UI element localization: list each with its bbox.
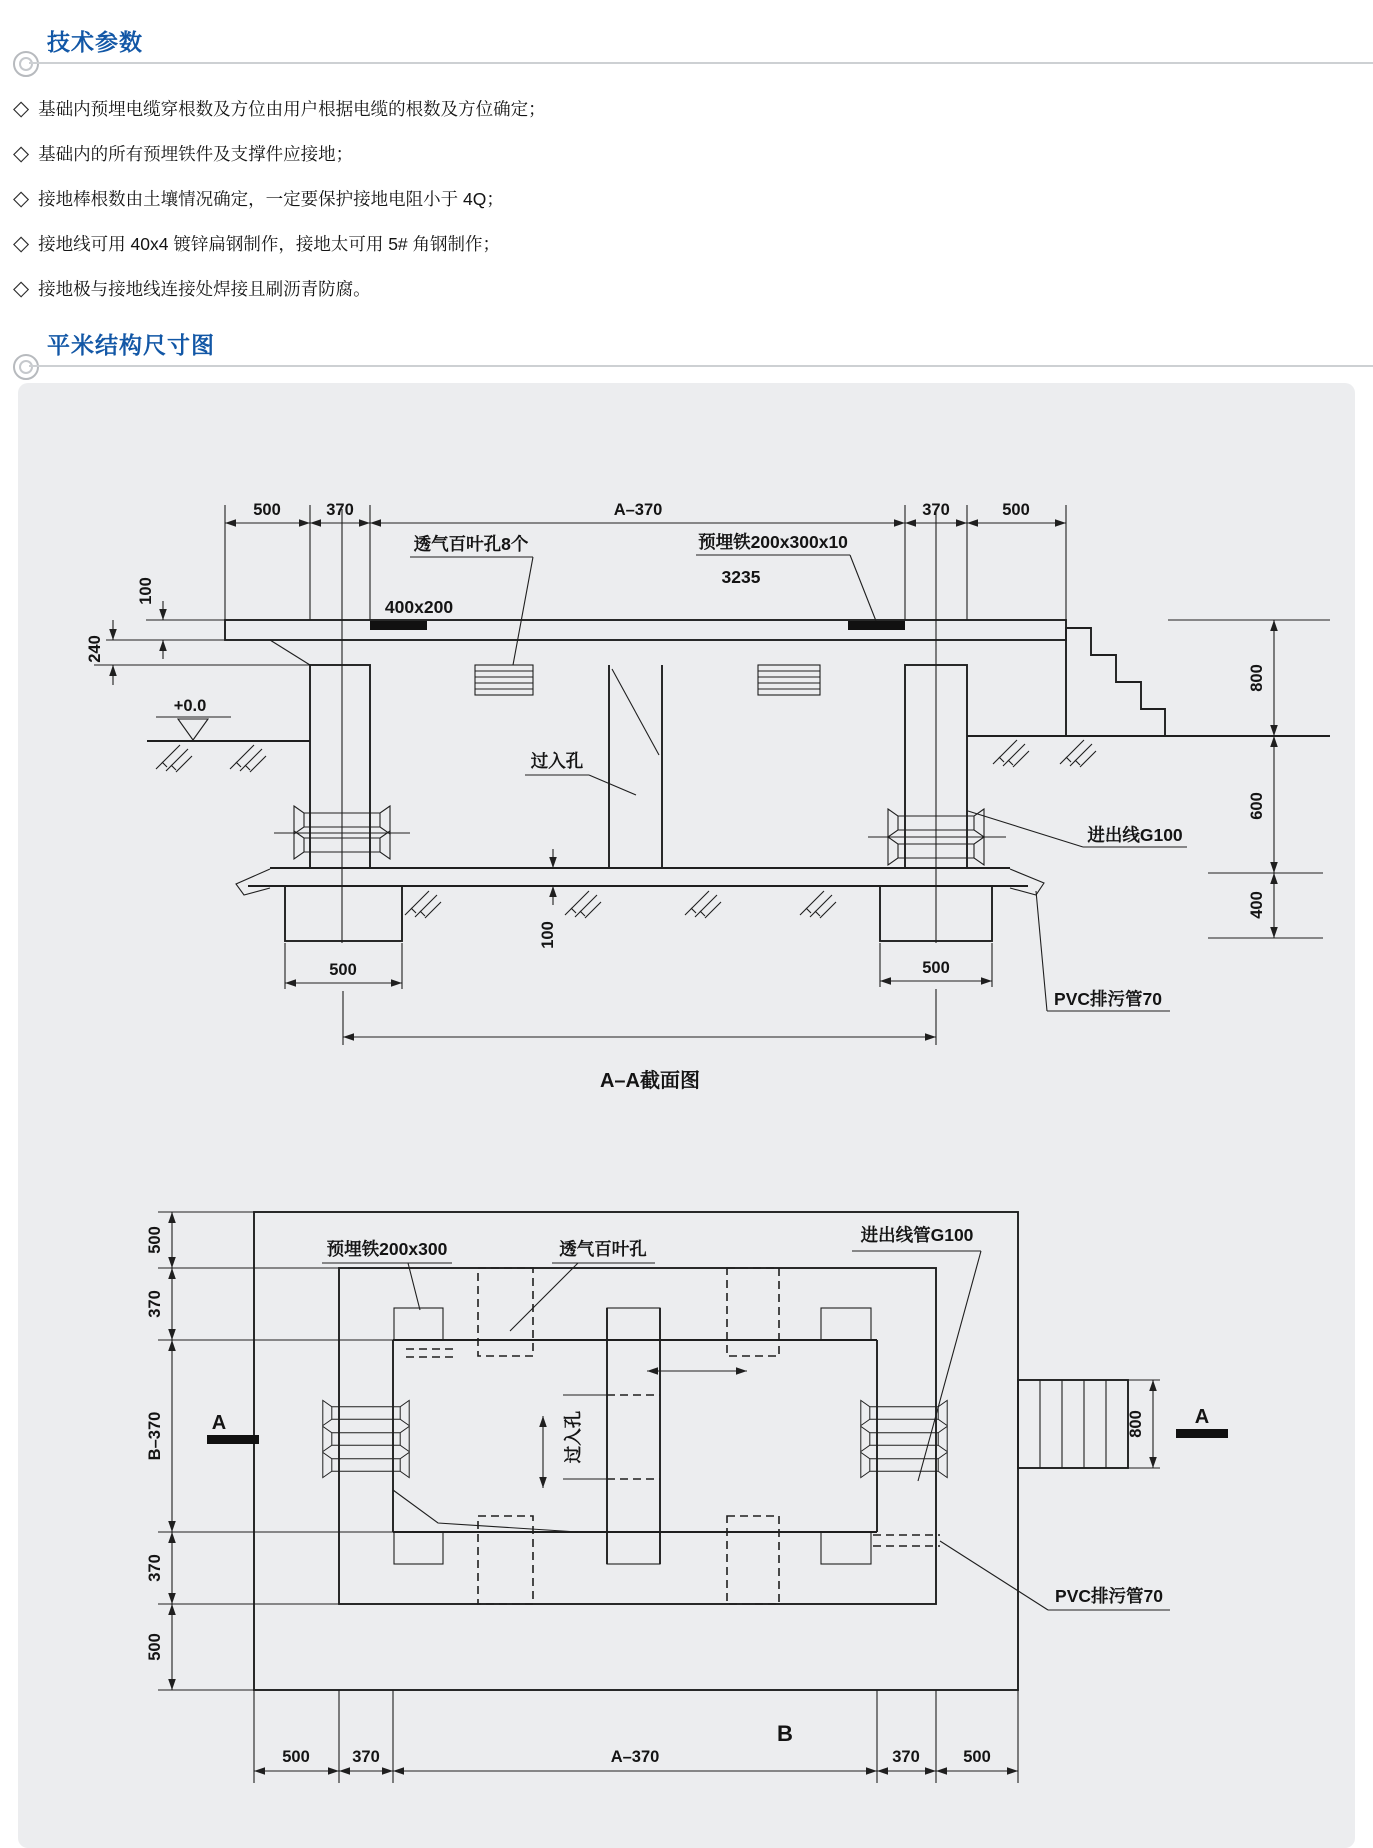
manhole-label: 过入孔 [563, 1410, 583, 1464]
dim-label: 370 [892, 1748, 920, 1766]
vent-label: 透气百叶孔8个 [413, 534, 529, 554]
embed-plate [394, 1308, 871, 1564]
diamond-bullet-icon: ◇ [13, 277, 30, 300]
dim-label: A–370 [613, 501, 663, 519]
plan-view-drawing [146, 1212, 1228, 1783]
conduit-label: 进出线G100 [1087, 825, 1183, 845]
diamond-bullet-icon: ◇ [13, 232, 30, 255]
dim-label: 100 [539, 921, 557, 949]
brick-steps [1066, 628, 1165, 736]
left-footing [285, 886, 402, 941]
dim-label: 370 [352, 1748, 380, 1766]
list-item [13, 231, 1373, 256]
plan-vault-inner [393, 1340, 877, 1532]
bullet-text: 基础内的所有预埋铁件及支撑件应接地； [38, 144, 354, 164]
section-view-drawing [86, 501, 1330, 1092]
embed-number-label: 3235 [721, 567, 761, 587]
plan-outer-slab [254, 1212, 1018, 1690]
section-ornament-icon [13, 51, 39, 77]
dim-label: 370 [146, 1554, 164, 1582]
structure-title: 平米结构尺寸图 [47, 332, 215, 358]
dim-label: 600 [1248, 792, 1266, 820]
list-item [13, 186, 1373, 211]
plan-vault-outer [339, 1268, 936, 1604]
level-label: +0.0 [173, 697, 207, 715]
structure-header [0, 321, 1373, 373]
embed-label: 预埋铁200x300 [326, 1239, 448, 1259]
header-divider [29, 62, 1373, 64]
section-cut-marker [207, 1435, 259, 1444]
bullet-text: 基础内预埋电缆穿根数及方位由用户根据电缆的根数及方位确定； [38, 99, 546, 119]
plan-center-wall [607, 1308, 660, 1564]
dim-label: 500 [146, 1226, 164, 1254]
embed-label: 预埋铁200x300x10 [698, 532, 848, 552]
dim-label: 500 [146, 1633, 164, 1661]
embed-plate [848, 621, 905, 630]
dim-label: 500 [329, 961, 357, 979]
dim-label: 370 [326, 501, 354, 519]
diamond-bullet-icon: ◇ [13, 97, 30, 120]
dim-label: 500 [253, 501, 281, 519]
dim-label: A–370 [610, 1748, 660, 1766]
dim-label: 100 [137, 577, 155, 605]
pvc-label: PVC排污管70 [1055, 1586, 1163, 1606]
list-item [13, 141, 1373, 166]
tech-params-header [0, 18, 1373, 70]
dim-label: 400 [1248, 891, 1266, 919]
section-ornament-icon [13, 354, 39, 380]
plan-caption-b: B [777, 1721, 793, 1746]
vent-label: 透气百叶孔 [559, 1239, 647, 1259]
bullet-text: 接地极与接地线连接处焊接且刷沥青防腐。 [38, 279, 371, 299]
dim-label: 500 [963, 1748, 991, 1766]
tech-params-list [13, 96, 1373, 301]
engineering-drawings [18, 383, 1355, 1848]
dim-label: 800 [1248, 664, 1266, 692]
diamond-bullet-icon: ◇ [13, 142, 30, 165]
list-item [13, 276, 1373, 301]
dim-label: 370 [146, 1290, 164, 1318]
cable-trench [1018, 1380, 1128, 1468]
section-cut-label: A [211, 1412, 227, 1434]
header-divider [29, 365, 1373, 367]
list-item [13, 96, 1373, 121]
dim-label: 500 [922, 959, 950, 977]
dim-label: 800 [1127, 1410, 1145, 1438]
drawings-panel [18, 383, 1355, 1848]
diamond-bullet-icon: ◇ [13, 187, 30, 210]
vent-louver [475, 665, 820, 695]
section-cut-marker [1176, 1429, 1228, 1438]
dim-label: 240 [86, 635, 104, 663]
section-view-caption: A–A截面图 [599, 1070, 701, 1092]
bullet-text: 接地棒根数由土壤情况确定，一定要保护接地电阻小于 4Q； [38, 189, 504, 209]
center-wall [609, 665, 662, 868]
manhole-label: 过入孔 [530, 751, 584, 771]
dim-label: 500 [1002, 501, 1030, 519]
dim-label: 500 [282, 1748, 310, 1766]
bullet-text: 接地线可用 40x4 镀锌扁钢制作，接地太可用 5# 角钢制作； [38, 234, 501, 254]
section-cut-label: A [1194, 1406, 1210, 1428]
embed-plate [370, 621, 427, 630]
conduit-label: 进出线管G100 [860, 1225, 974, 1245]
pvc-label: PVC排污管70 [1054, 989, 1162, 1009]
dim-label: B–370 [146, 1411, 164, 1461]
plate-size-label: 400x200 [384, 597, 454, 617]
dim-label: 370 [922, 501, 950, 519]
tech-params-title: 技术参数 [47, 29, 143, 55]
